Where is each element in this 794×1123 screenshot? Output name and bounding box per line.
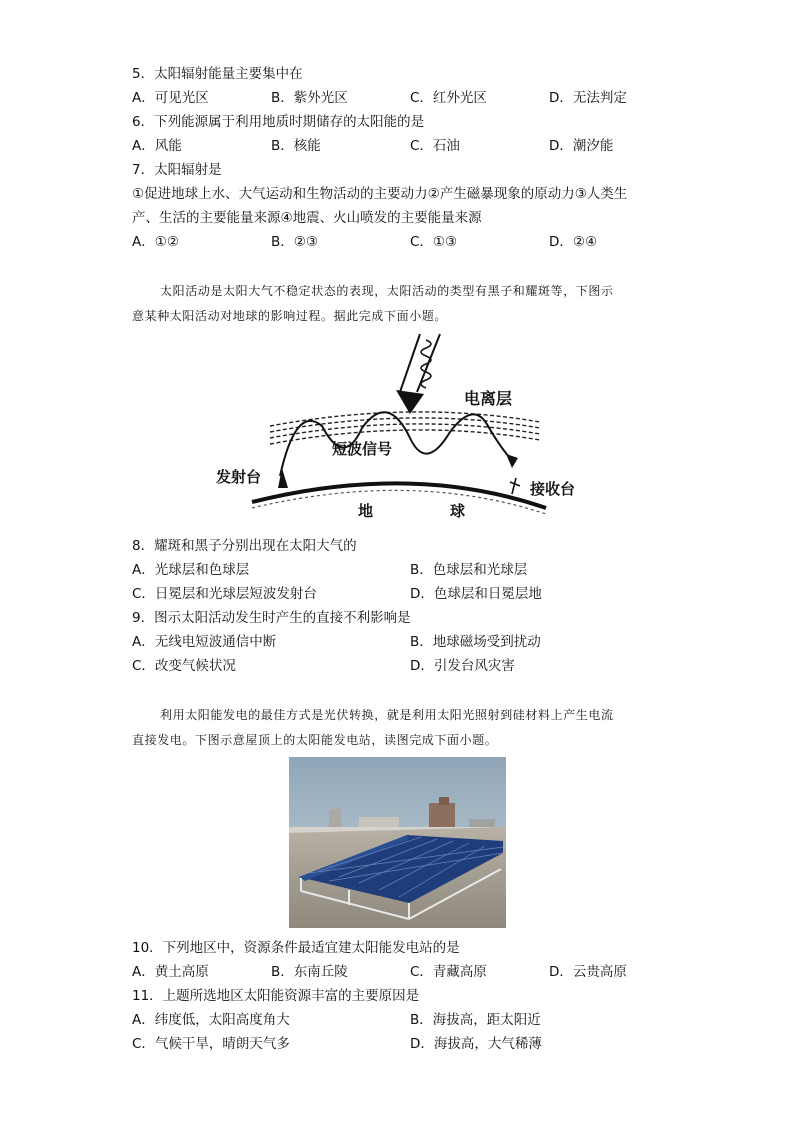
intro-1-line-1: 太阳活动是太阳大气不稳定状态的表现，太阳活动的类型有黑子和耀斑等，下图示 (160, 284, 614, 298)
question-5-stem: 5．太阳辐射能量主要集中在 (132, 66, 303, 82)
question-10-option-b: B．东南丘陵 (271, 964, 348, 980)
question-11-option-a: A．纬度低，太阳高度角大 (132, 1012, 290, 1028)
label-shortwave-signal: 短波信号 (332, 440, 393, 458)
solar-radiation-arrow (396, 334, 440, 414)
question-9-option-c: C．改变气候状况 (132, 658, 236, 674)
question-7-stem-line-1: ①促进地球上水、大气运动和生物活动的主要动力②产生磁暴现象的原动力③人类生 (132, 186, 628, 202)
question-8-option-c: C．日冕层和光球层短波发射台 (132, 586, 317, 602)
question-9-option-d: D．引发台风灾害 (410, 658, 515, 674)
question-6-option-c: C．石油 (410, 138, 460, 154)
question-6-stem: 6．下列能源属于利用地质时期储存的太阳能的是 (132, 114, 425, 130)
question-5-option-a: A．可见光区 (132, 90, 209, 106)
question-10-option-d: D．云贵高原 (549, 964, 627, 980)
signal-arrowhead (506, 454, 518, 468)
question-8-option-d: D．色球层和日冕层地 (410, 586, 542, 602)
label-transmitter: 发射台 (216, 468, 262, 486)
question-11-option-b: B．海拔高，距太阳近 (410, 1012, 541, 1028)
intro-2-line-2: 直接发电。下图示意屋顶上的太阳能发电站，读图完成下面小题。 (132, 733, 498, 747)
receiver-antenna-icon (510, 478, 520, 494)
rooftop-solar-station-photo (289, 757, 506, 928)
question-10-option-c: C．青藏高原 (410, 964, 487, 980)
intro-passage-solar-power (132, 703, 672, 753)
label-ionosphere: 电离层 (464, 389, 513, 408)
question-6-option-b: B．核能 (271, 138, 321, 154)
question-6-option-d: D．潮汐能 (549, 138, 614, 154)
question-8-option-a: A．光球层和色球层 (132, 562, 250, 578)
question-8-stem: 8．耀斑和黑子分别出现在太阳大气的 (132, 538, 357, 554)
intro-2-line-1: 利用太阳能发电的最佳方式是光伏转换，就是利用太阳光照射到硅材料上产生电流 (160, 708, 614, 722)
earth-surface (252, 483, 546, 508)
transmitter-tower (278, 468, 288, 488)
question-7-stem: 7．太阳辐射是 (132, 162, 222, 178)
label-earth-right: 球 (450, 502, 466, 520)
question-9-stem: 9．图示太阳活动发生时产生的直接不利影响是 (132, 610, 411, 626)
question-11-option-d: D．海拔高，大气稀薄 (410, 1036, 542, 1052)
question-8-option-b: B．色球层和光球层 (410, 562, 528, 578)
question-11-stem: 11．上题所选地区太阳能资源丰富的主要原因是 (132, 988, 420, 1004)
label-receiver: 接收台 (530, 480, 576, 498)
question-10-option-a: A．黄土高原 (132, 964, 209, 980)
label-earth-left: 地 (358, 502, 374, 520)
question-7-option-d: D．②④ (549, 234, 598, 250)
shortwave-signal-path (280, 412, 512, 476)
question-5-option-d: D．无法判定 (549, 90, 627, 106)
solar-activity-diagram (212, 330, 576, 522)
question-11-option-c: C．气候干旱，晴朗天气多 (132, 1036, 290, 1052)
question-5-option-b: B．紫外光区 (271, 90, 348, 106)
question-7-option-a: A．①② (132, 234, 179, 250)
intro-passage-solar-activity (132, 279, 672, 329)
question-10-stem: 10．下列地区中，资源条件最适宜建太阳能发电站的是 (132, 940, 460, 956)
intro-1-line-2: 意某种太阳活动对地球的影响过程。据此完成下面小题。 (132, 309, 448, 323)
question-7-option-b: B．②③ (271, 234, 318, 250)
question-9-option-a: A．无线电短波通信中断 (132, 634, 277, 650)
question-5-option-c: C．红外光区 (410, 90, 487, 106)
question-6-option-a: A．风能 (132, 138, 182, 154)
question-7-option-c: C．①③ (410, 234, 458, 250)
question-7-stem-line-2: 产、生活的主要能量来源④地震、火山喷发的主要能量来源 (132, 210, 482, 226)
question-9-option-b: B．地球磁场受到扰动 (410, 634, 541, 650)
